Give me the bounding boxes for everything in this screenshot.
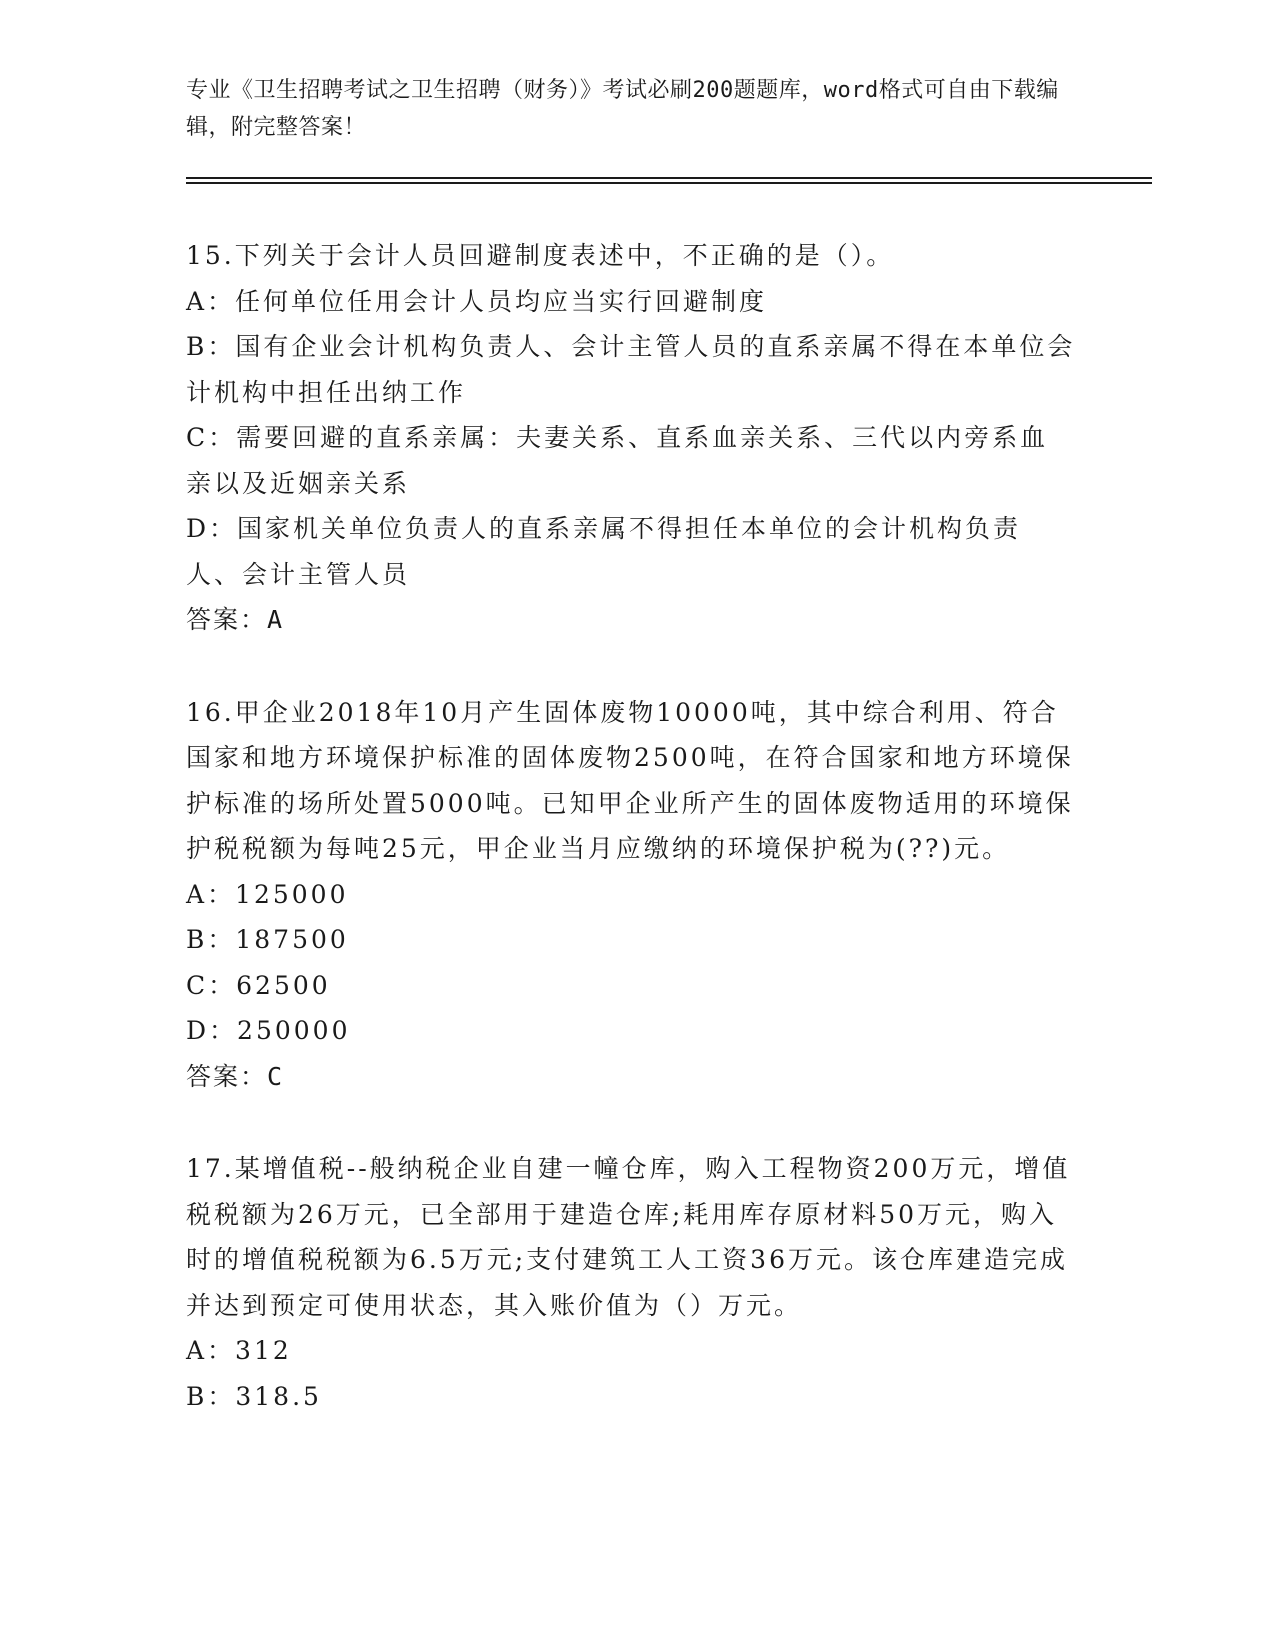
question-list <box>186 233 1076 1419</box>
answer-value: C <box>267 1061 285 1091</box>
option-b: B：国有企业会计机构负责人、会计主管人员的直系亲属不得在本单位会计机构中担任出纳工作 <box>186 332 1076 407</box>
answer-value: A <box>267 605 285 634</box>
answer-label: 答案： <box>186 605 268 634</box>
question-stem: 16.甲企业2018年10月产生固体废物10000吨，其中综合利用、符合国家和地方环境保护标准的固体废物2500吨，在符合国家和地方环境保护标准的场所处置5000吨。已知甲企业所产生的固体废物适用的环境保护税税额为每吨25元，甲企业当月应缴纳的环境保护税为(??)元。 <box>186 697 1074 863</box>
answer-line <box>186 597 1076 643</box>
question-16 <box>186 690 1076 1100</box>
option-d: D：250000 <box>186 1016 351 1045</box>
option-a: A：任何单位任用会计人员均应当实行回避制度 <box>186 286 768 316</box>
option-a: A：312 <box>186 1336 292 1365</box>
option-c: C：需要回避的直系亲属：夫妻关系、直系血亲关系、三代以内旁系血亲以及近姻亲关系 <box>186 423 1049 498</box>
option-c: C：62500 <box>186 970 331 1000</box>
option-d: D：国家机关单位负责人的直系亲属不得担任本单位的会计机构负责人、会计主管人员 <box>186 514 1022 589</box>
option-b: B：187500 <box>186 925 349 954</box>
answer-label: 答案： <box>186 1061 268 1091</box>
question-stem: 15.下列关于会计人员回避制度表述中，不正确的是（）。 <box>186 241 895 270</box>
header-divider-top <box>186 177 1152 179</box>
question-17 <box>186 1146 1076 1419</box>
answer-line <box>186 1054 1076 1100</box>
question-15 <box>186 233 1076 643</box>
question-stem: 17.某增值税--般纳税企业自建一幢仓库，购入工程物资200万元，增值税税额为26万元，已全部用于建造仓库;耗用库存原材料50万元，购入时的增值税税额为6.5万元;支付建筑工人工资36万元。该仓库建造完成并达到预定可使用状态，其入账价值为（）万元。 <box>186 1154 1071 1320</box>
document-header: 专业《卫生招聘考试之卫生招聘（财务）》考试必刷200题题库，word格式可自由下载编辑，附完整答案！ <box>186 78 1059 140</box>
header-divider-bottom <box>186 182 1152 184</box>
option-a: A：125000 <box>186 879 349 909</box>
option-b: B：318.5 <box>186 1381 322 1411</box>
